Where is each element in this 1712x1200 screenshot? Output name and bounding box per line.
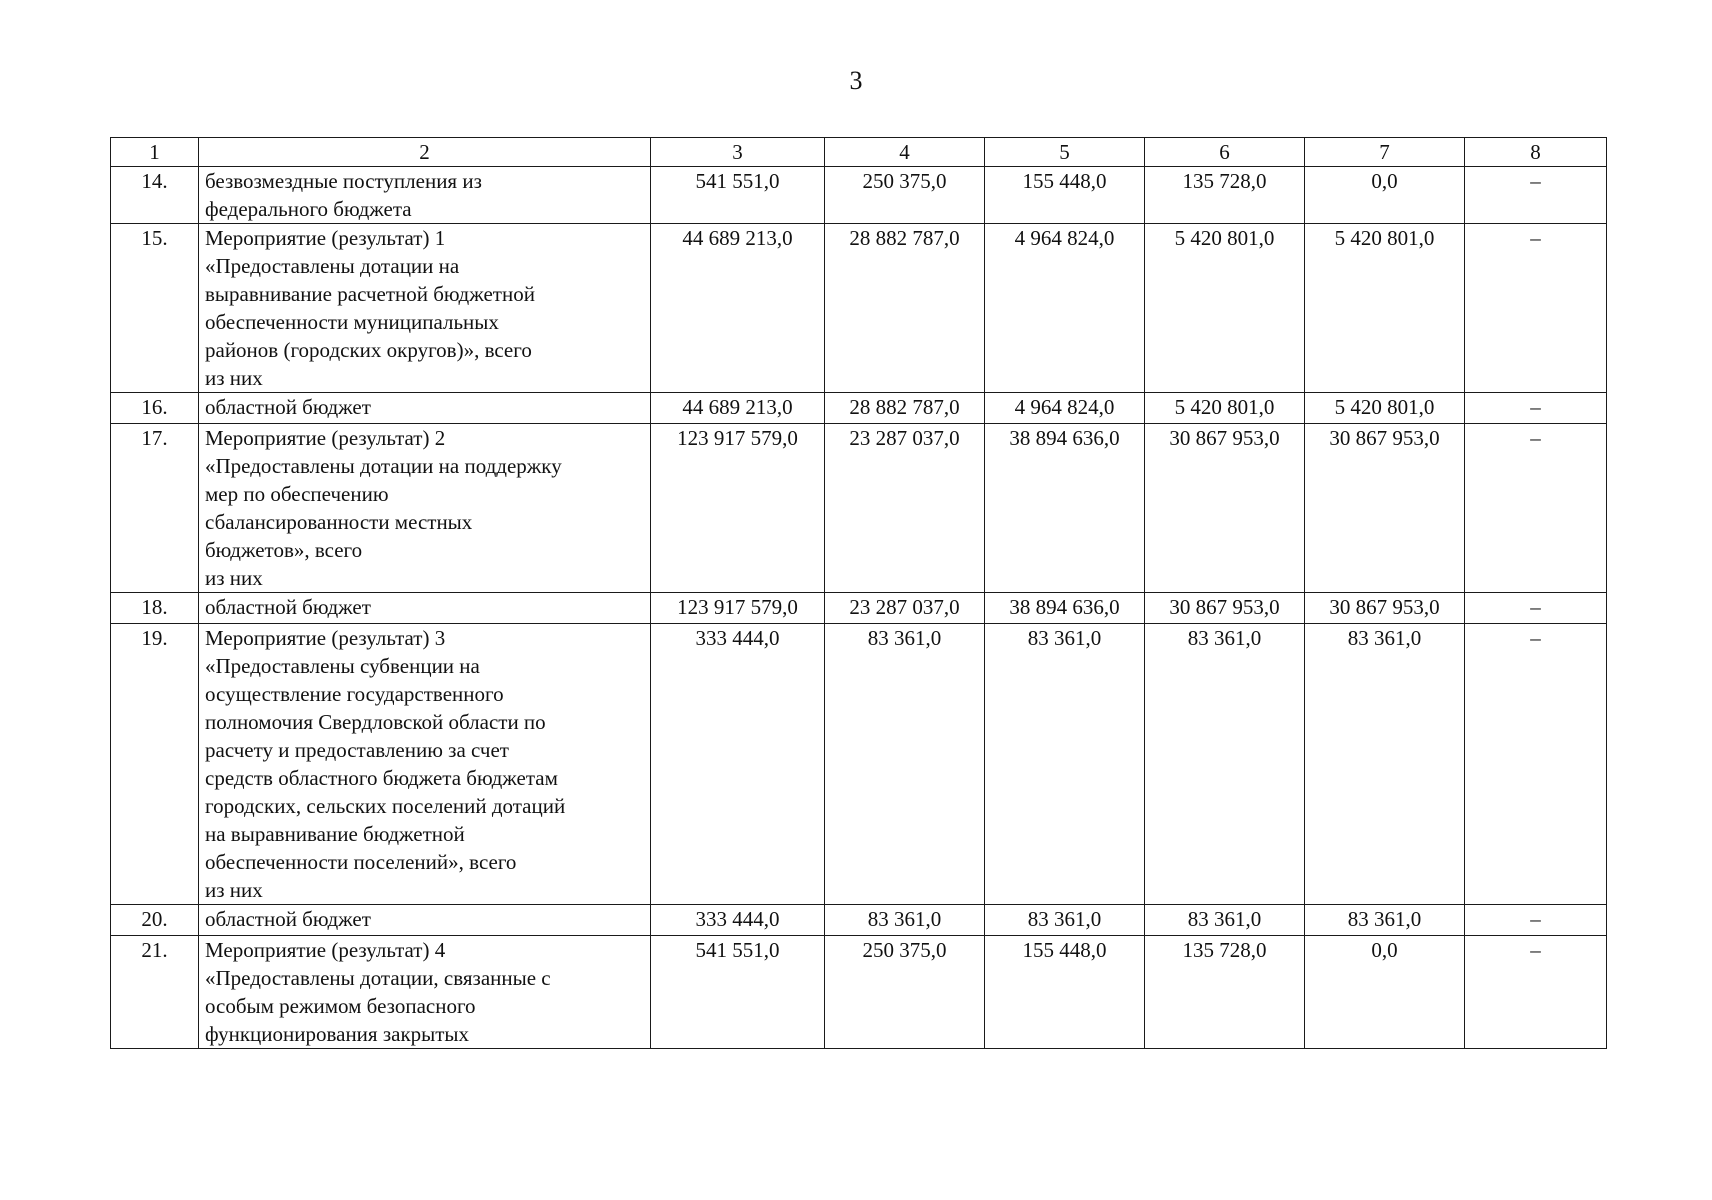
row-number: 14. bbox=[111, 167, 199, 224]
description-line: «Предоставлены дотации на поддержку bbox=[205, 454, 562, 478]
value-cell-col-4: 23 287 037,0 bbox=[825, 424, 985, 593]
value-cell-col-8: – bbox=[1465, 224, 1607, 393]
column-header-2: 2 bbox=[199, 138, 651, 167]
value-cell-col-5: 155 448,0 bbox=[985, 936, 1145, 1049]
value-cell-col-4: 28 882 787,0 bbox=[825, 393, 985, 424]
description-line: сбалансированности местных bbox=[205, 510, 473, 534]
value-cell-col-7: 0,0 bbox=[1305, 936, 1465, 1049]
value-cell-col-7: 5 420 801,0 bbox=[1305, 224, 1465, 393]
value-cell-col-8: – bbox=[1465, 393, 1607, 424]
description-line: «Предоставлены субвенции на bbox=[205, 654, 480, 678]
row-number: 18. bbox=[111, 593, 199, 624]
value-cell-col-8: – bbox=[1465, 905, 1607, 936]
description-line: на выравнивание бюджетной bbox=[205, 822, 465, 846]
value-cell-col-5: 38 894 636,0 bbox=[985, 424, 1145, 593]
value-cell-col-7: 83 361,0 bbox=[1305, 905, 1465, 936]
value-cell-col-6: 30 867 953,0 bbox=[1145, 424, 1305, 593]
description-line: Мероприятие (результат) 4 bbox=[205, 938, 446, 962]
value-cell-col-8: – bbox=[1465, 936, 1607, 1049]
description-line: функционирования закрытых bbox=[205, 1022, 470, 1046]
value-cell-col-5: 83 361,0 bbox=[985, 905, 1145, 936]
value-cell-col-7: 0,0 bbox=[1305, 167, 1465, 224]
value-cell-col-6: 30 867 953,0 bbox=[1145, 593, 1305, 624]
row-description bbox=[199, 167, 651, 224]
value-cell-col-8: – bbox=[1465, 593, 1607, 624]
row-number: 20. bbox=[111, 905, 199, 936]
table-header-row bbox=[111, 138, 1607, 167]
description-line: особым режимом безопасного bbox=[205, 994, 476, 1018]
description-line: бюджетов», всего bbox=[205, 538, 363, 562]
value-cell-col-3: 541 551,0 bbox=[651, 936, 825, 1049]
value-cell-col-3: 541 551,0 bbox=[651, 167, 825, 224]
value-cell-col-5: 4 964 824,0 bbox=[985, 224, 1145, 393]
description-line: из них bbox=[205, 878, 263, 902]
value-cell-col-3: 44 689 213,0 bbox=[651, 224, 825, 393]
value-cell-col-6: 83 361,0 bbox=[1145, 905, 1305, 936]
value-cell-col-4: 23 287 037,0 bbox=[825, 593, 985, 624]
value-cell-col-3: 123 917 579,0 bbox=[651, 593, 825, 624]
description-line: Мероприятие (результат) 2 bbox=[205, 426, 446, 450]
value-cell-col-8: – bbox=[1465, 424, 1607, 593]
description-line: районов (городских округов)», всего bbox=[205, 338, 532, 362]
table-row bbox=[111, 167, 1607, 224]
value-cell-col-6: 83 361,0 bbox=[1145, 624, 1305, 905]
value-cell-col-6: 5 420 801,0 bbox=[1145, 224, 1305, 393]
description-line: осуществление государственного bbox=[205, 682, 504, 706]
value-cell-col-4: 83 361,0 bbox=[825, 905, 985, 936]
row-description bbox=[199, 424, 651, 593]
row-number: 16. bbox=[111, 393, 199, 424]
value-cell-col-7: 30 867 953,0 bbox=[1305, 424, 1465, 593]
value-cell-col-3: 123 917 579,0 bbox=[651, 424, 825, 593]
description-line: обеспеченности муниципальных bbox=[205, 310, 499, 334]
column-header-5: 5 bbox=[985, 138, 1145, 167]
table-row bbox=[111, 424, 1607, 593]
table-row bbox=[111, 393, 1607, 424]
row-description bbox=[199, 624, 651, 905]
description-line: «Предоставлены дотации на bbox=[205, 254, 460, 278]
value-cell-col-8: – bbox=[1465, 624, 1607, 905]
description-line: Мероприятие (результат) 1 bbox=[205, 226, 446, 250]
description-line: федерального бюджета bbox=[205, 197, 412, 221]
description-line: областной бюджет bbox=[205, 907, 371, 931]
value-cell-col-5: 155 448,0 bbox=[985, 167, 1145, 224]
description-line: выравнивание расчетной бюджетной bbox=[205, 282, 535, 306]
value-cell-col-6: 135 728,0 bbox=[1145, 936, 1305, 1049]
value-cell-col-5: 4 964 824,0 bbox=[985, 393, 1145, 424]
column-header-7: 7 bbox=[1305, 138, 1465, 167]
row-description bbox=[199, 936, 651, 1049]
row-number: 19. bbox=[111, 624, 199, 905]
value-cell-col-5: 38 894 636,0 bbox=[985, 593, 1145, 624]
value-cell-col-3: 333 444,0 bbox=[651, 905, 825, 936]
table-row bbox=[111, 936, 1607, 1049]
table-row bbox=[111, 905, 1607, 936]
column-header-3: 3 bbox=[651, 138, 825, 167]
description-line: расчету и предоставлению за счет bbox=[205, 738, 509, 762]
column-header-1: 1 bbox=[111, 138, 199, 167]
value-cell-col-7: 30 867 953,0 bbox=[1305, 593, 1465, 624]
description-line: безвозмездные поступления из bbox=[205, 169, 482, 193]
column-header-8: 8 bbox=[1465, 138, 1607, 167]
page-number: 3 bbox=[849, 66, 863, 95]
budget-table bbox=[110, 137, 1607, 1049]
row-description bbox=[199, 224, 651, 393]
description-line: средств областного бюджета бюджетам bbox=[205, 766, 558, 790]
value-cell-col-7: 5 420 801,0 bbox=[1305, 393, 1465, 424]
description-line: мер по обеспечению bbox=[205, 482, 389, 506]
table-row bbox=[111, 224, 1607, 393]
description-line: из них bbox=[205, 566, 263, 590]
value-cell-col-3: 333 444,0 bbox=[651, 624, 825, 905]
value-cell-col-8: – bbox=[1465, 167, 1607, 224]
table-body bbox=[111, 167, 1607, 1049]
description-line: из них bbox=[205, 366, 263, 390]
description-line: «Предоставлены дотации, связанные с bbox=[205, 966, 551, 990]
value-cell-col-3: 44 689 213,0 bbox=[651, 393, 825, 424]
description-line: областной бюджет bbox=[205, 595, 371, 619]
description-line: городских, сельских поселений дотаций bbox=[205, 794, 566, 818]
column-header-4: 4 bbox=[825, 138, 985, 167]
value-cell-col-4: 250 375,0 bbox=[825, 167, 985, 224]
row-number: 17. bbox=[111, 424, 199, 593]
value-cell-col-4: 28 882 787,0 bbox=[825, 224, 985, 393]
row-number: 15. bbox=[111, 224, 199, 393]
column-header-6: 6 bbox=[1145, 138, 1305, 167]
row-description bbox=[199, 393, 651, 424]
table-row bbox=[111, 593, 1607, 624]
value-cell-col-6: 5 420 801,0 bbox=[1145, 393, 1305, 424]
description-line: Мероприятие (результат) 3 bbox=[205, 626, 446, 650]
table-row bbox=[111, 624, 1607, 905]
description-line: полномочия Свердловской области по bbox=[205, 710, 546, 734]
value-cell-col-5: 83 361,0 bbox=[985, 624, 1145, 905]
value-cell-col-4: 83 361,0 bbox=[825, 624, 985, 905]
row-number: 21. bbox=[111, 936, 199, 1049]
description-line: обеспеченности поселений», всего bbox=[205, 850, 517, 874]
value-cell-col-6: 135 728,0 bbox=[1145, 167, 1305, 224]
row-description bbox=[199, 593, 651, 624]
value-cell-col-7: 83 361,0 bbox=[1305, 624, 1465, 905]
value-cell-col-4: 250 375,0 bbox=[825, 936, 985, 1049]
row-description bbox=[199, 905, 651, 936]
description-line: областной бюджет bbox=[205, 395, 371, 419]
